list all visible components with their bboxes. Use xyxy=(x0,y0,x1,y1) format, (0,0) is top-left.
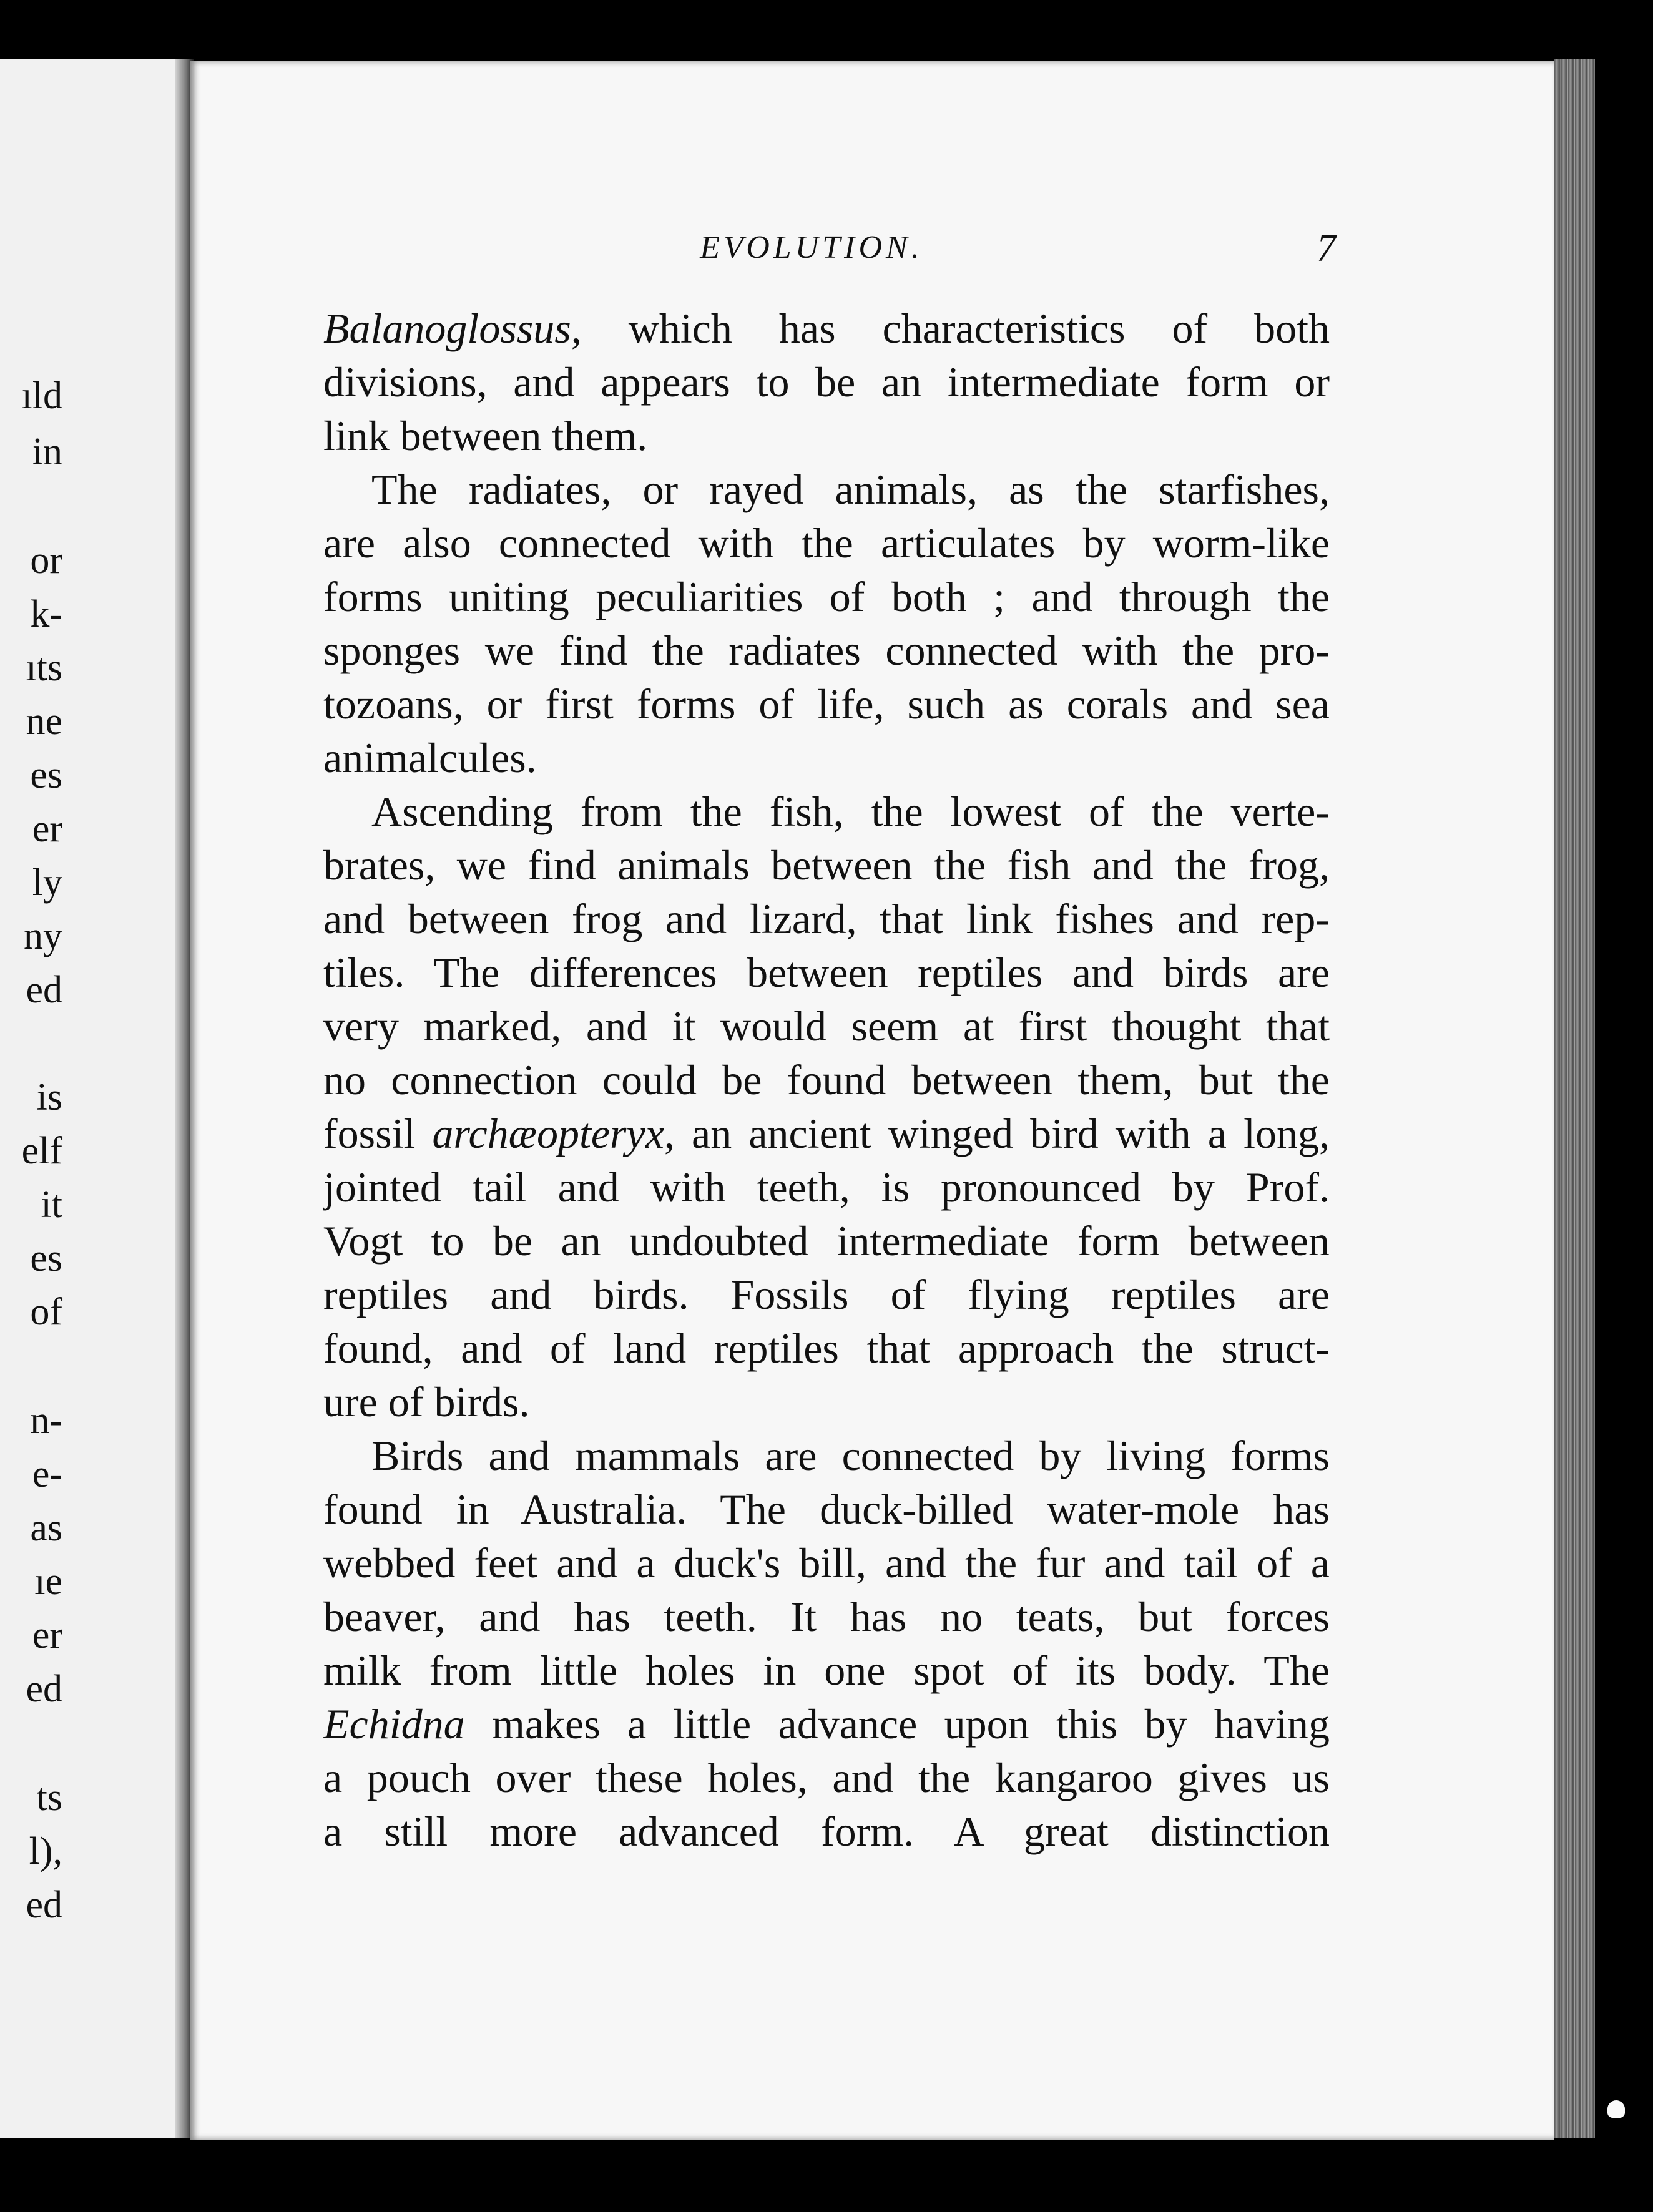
facing-page-fragment: ne xyxy=(26,700,62,743)
italic-term: Balanoglossus xyxy=(323,305,571,352)
facing-page-fragment: es xyxy=(30,754,62,796)
text-line: sponges we find the radiates connected with the pro- xyxy=(323,627,1330,674)
text-line: ure of birds. xyxy=(323,1378,530,1426)
facing-page-fragment: as xyxy=(30,1507,62,1549)
text-line: jointed tail and with teeth, is pronounced by Prof. xyxy=(323,1163,1330,1211)
page-number: 7 xyxy=(1317,227,1336,270)
facing-page-fragment: k- xyxy=(30,593,62,635)
facing-page-fragment: it xyxy=(41,1183,62,1226)
text-line: webbed feet and a duck's bill, and the fur and tail of a xyxy=(323,1539,1330,1587)
text-line: link between them. xyxy=(323,412,648,459)
text-line: Ascending from the fish, the lowest of the verte- xyxy=(371,788,1330,835)
text-line: are also connected with the articulates by worm-like xyxy=(323,519,1330,567)
facing-page-fragment: er xyxy=(32,808,62,850)
text-line: Balanoglossus, which has characteristics of both xyxy=(323,305,1330,352)
running-head: EVOLUTION. xyxy=(700,230,923,265)
text-line: tozoans, or first forms of life, such as corals and sea xyxy=(323,680,1330,728)
facing-page-fragment: er xyxy=(32,1614,62,1657)
facing-page-fragment: n- xyxy=(30,1399,62,1442)
text-line: forms uniting peculiarities of both ; and through the xyxy=(323,573,1330,620)
facing-page-fragment: e- xyxy=(32,1453,62,1495)
text-line: and between frog and lizard, that link fishes and rep- xyxy=(323,895,1330,942)
text-line: beaver, and has teeth. It has no teats, but forces xyxy=(323,1593,1330,1640)
facing-page-fragment: ed xyxy=(26,1668,62,1710)
page-stack-edge xyxy=(1554,59,1595,2138)
text-line: divisions, and appears to be an intermediate form or xyxy=(323,358,1330,406)
facing-page-fragment: ts xyxy=(36,1776,62,1819)
text-line: brates, we find animals between the fish and the frog, xyxy=(323,841,1330,889)
text-line: reptiles and birds. Fossils of flying reptiles are xyxy=(323,1271,1330,1318)
facing-page-fragment: l), xyxy=(29,1830,62,1872)
text-line: Birds and mammals are connected by living forms xyxy=(371,1432,1330,1479)
facing-page-fragment: in xyxy=(32,431,62,473)
facing-page-edge xyxy=(0,59,184,2138)
facing-page-fragment: or xyxy=(30,539,62,582)
facing-page-fragment: ıe xyxy=(34,1560,62,1603)
text-line: Vogt to be an undoubted intermediate form between xyxy=(323,1217,1330,1265)
facing-page-fragment: ly xyxy=(32,861,62,904)
facing-page-fragment: of xyxy=(30,1291,62,1333)
facing-page-fragment: es xyxy=(30,1237,62,1280)
facing-page-fragment: ed xyxy=(26,1884,62,1926)
text-line: found, and of land reptiles that approach the struct- xyxy=(323,1324,1330,1372)
text-line: fossil archæopteryx, an ancient winged bird with a long, xyxy=(323,1110,1330,1157)
text-line: a pouch over these holes, and the kangaroo gives us xyxy=(323,1754,1330,1801)
text-line: no connection could be found between them, but the xyxy=(323,1056,1330,1104)
facing-page-fragment: ny xyxy=(24,915,62,957)
facing-page-fragment: ıld xyxy=(21,374,62,417)
text-line: Echidna makes a little advance upon this by having xyxy=(323,1700,1330,1748)
text-line: milk from little holes in one spot of its body. The xyxy=(323,1647,1330,1694)
facing-page-fragment: elf xyxy=(21,1130,62,1172)
italic-term: archæopteryx xyxy=(432,1110,664,1157)
facing-page-fragment: ıts xyxy=(26,647,62,689)
scan-artifact xyxy=(1607,2100,1625,2118)
text-line: animalcules. xyxy=(323,734,537,781)
text-line: The radiates, or rayed animals, as the starfishes, xyxy=(371,466,1330,513)
text-line: found in Australia. The duck-billed water-mole has xyxy=(323,1485,1330,1533)
italic-term: Echidna xyxy=(323,1700,465,1748)
facing-page-fragment: is xyxy=(36,1076,62,1118)
text-line: very marked, and it would seem at first thought that xyxy=(323,1002,1330,1050)
facing-page-fragment: ed xyxy=(26,969,62,1011)
text-line: a still more advanced form. A great distinction xyxy=(323,1808,1330,1855)
text-line: tiles. The differences between reptiles and birds are xyxy=(323,949,1330,996)
